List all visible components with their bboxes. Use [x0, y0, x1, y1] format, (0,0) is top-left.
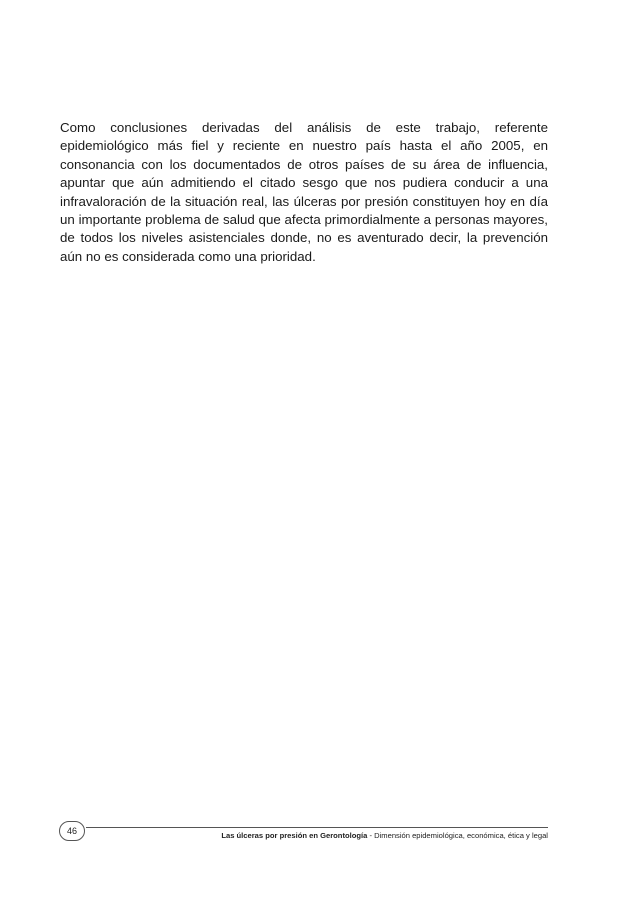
body-paragraph: Como conclusiones derivadas del análisis de este trabajo, referente epidemiológico más fiel y reciente en nuestro país hasta el año 2005, en consonancia con los documentados de otros países de su área de influencia, apuntar que aún admitiendo el citado sesgo que nos pudiera conducir a una infravaloración de la situación real, las úlceras por presión constituyen hoy en día un importante problema de salud que afecta primordialmente a personas mayores, de todos los niveles asistenciales donde, no es aventurado decir, la prevención aún no es considerada como una prioridad. — [60, 120, 548, 264]
footer-separator: - — [367, 831, 375, 840]
footer-book-title: Las úlceras por presión en Gerontología — [221, 831, 368, 840]
running-footer — [150, 831, 548, 841]
footer-subtitle: Dimensión epidemiológica, económica, ética y legal — [374, 831, 548, 840]
page-number-badge: 46 — [59, 821, 85, 841]
footer-divider — [86, 827, 548, 828]
